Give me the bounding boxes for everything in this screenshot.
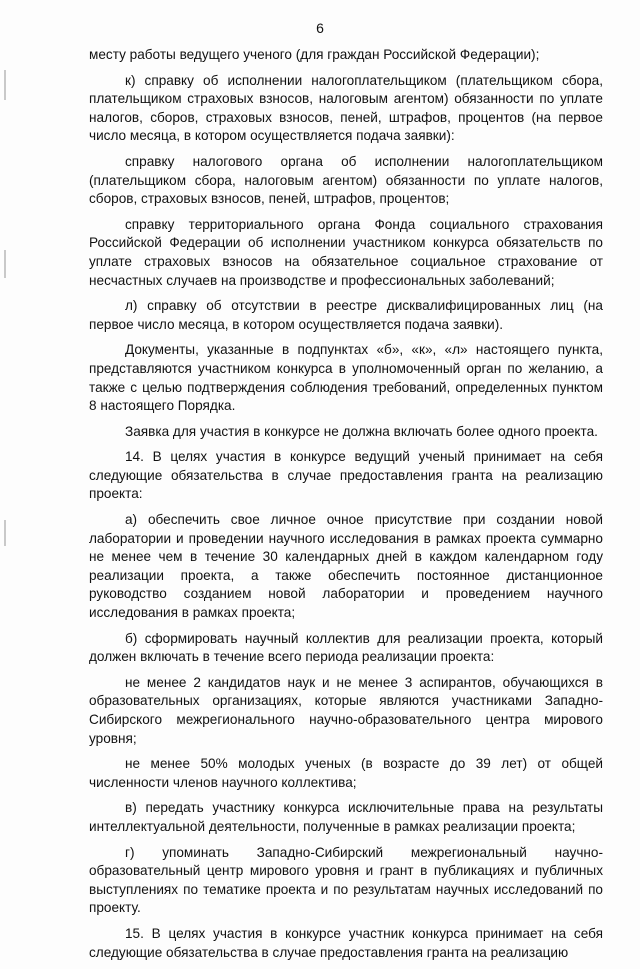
scan-margin-mark bbox=[4, 250, 6, 278]
paragraph: а) обеспечить свое личное очное присутствие при создании новой лаборатории и проведении научного исследования в рамках проекта суммарно не менее чем в течение 30 календарных дней в каждом календарном году реализации проекта, а также обеспечить постоянное дистанционное руководство созданием новой лаборатории и проведением научного исследования в рамках проекта; bbox=[89, 512, 603, 621]
paragraph: месту работы ведущего ученого (для граждан Российской Федерации); bbox=[89, 47, 540, 62]
paragraph: справку территориального органа Фонда социального страхования Российской Федерации об исполнении участником конкурса обязательств по уплате страховых взносов на обязательное социальное страхование от несчастных случаев на производстве и профессиональных заболеваний; bbox=[89, 216, 603, 288]
page-number: 6 bbox=[316, 20, 324, 36]
scan-margin-mark bbox=[4, 70, 6, 100]
paragraph: 14. В целях участия в конкурсе ведущий ученый принимает на себя следующие обязательства в случае предоставления гранта на реализацию проекта: bbox=[89, 449, 603, 502]
paragraph: не менее 2 кандидатов наук и не менее 3 аспирантов, обучающихся в образовательных организациях, которые являются участниками Западно-Сибирского межрегионального научно-образовательного центра мирового уровня; bbox=[89, 674, 603, 746]
paragraph: 15. В целях участия в конкурсе участник конкурса принимает на себя следующие обязательства в случае предоставления гранта на реализацию bbox=[89, 925, 603, 960]
paragraph: справку налогового органа об исполнении налогоплательщиком (плательщиком сбора, налоговым агентом) обязанности по уплате налогов, сборов, страховых взносов, пеней, штрафов, процентов; bbox=[89, 153, 603, 207]
scan-margin-mark bbox=[4, 520, 6, 546]
paragraph: Заявка для участия в конкурсе не должна включать более одного проекта. bbox=[125, 423, 598, 439]
document-body bbox=[89, 46, 603, 969]
paragraph: в) передать участнику конкурса исключительные права на результаты интеллектуальной деятельности, полученные в рамках реализации проекта; bbox=[89, 800, 603, 834]
paragraph: б) сформировать научный коллектив для реализации проекта, который должен включать в течение всего периода реализации проекта: bbox=[89, 630, 603, 665]
paragraph: не менее 50% молодых ученых (в возрасте до 39 лет) от общей численности членов научного коллектива; bbox=[89, 756, 603, 790]
paragraph: л) справку об отсутствии в реестре дисквалифицированных лиц (на первое число месяца, в котором осуществляется подача заявки). bbox=[89, 298, 603, 332]
paragraph: Документы, указанные в подпунктах «б», «к», «л» настоящего пункта, представляются участником конкурса в уполномоченный орган по желанию, а также с целью подтверждения соблюдения требований, определенных пунктом 8 настоящего Порядка. bbox=[89, 342, 603, 414]
paragraph: г) упоминать Западно-Сибирский межрегиональный научно-образовательный центр мирового уровня и грант в публикациях и публичных выступлениях по тематике проекта и по результатам научных исследований по проекту. bbox=[89, 844, 603, 916]
paragraph: к) справку об исполнении налогоплательщиком (плательщиком сбора, плательщиком страховых взносов, налоговым агентом) обязанности по уплате налогов, сборов, страховых взносов, пеней, штрафов, процентов (на первое число месяца, в котором осуществляется подача заявки): bbox=[89, 72, 603, 144]
